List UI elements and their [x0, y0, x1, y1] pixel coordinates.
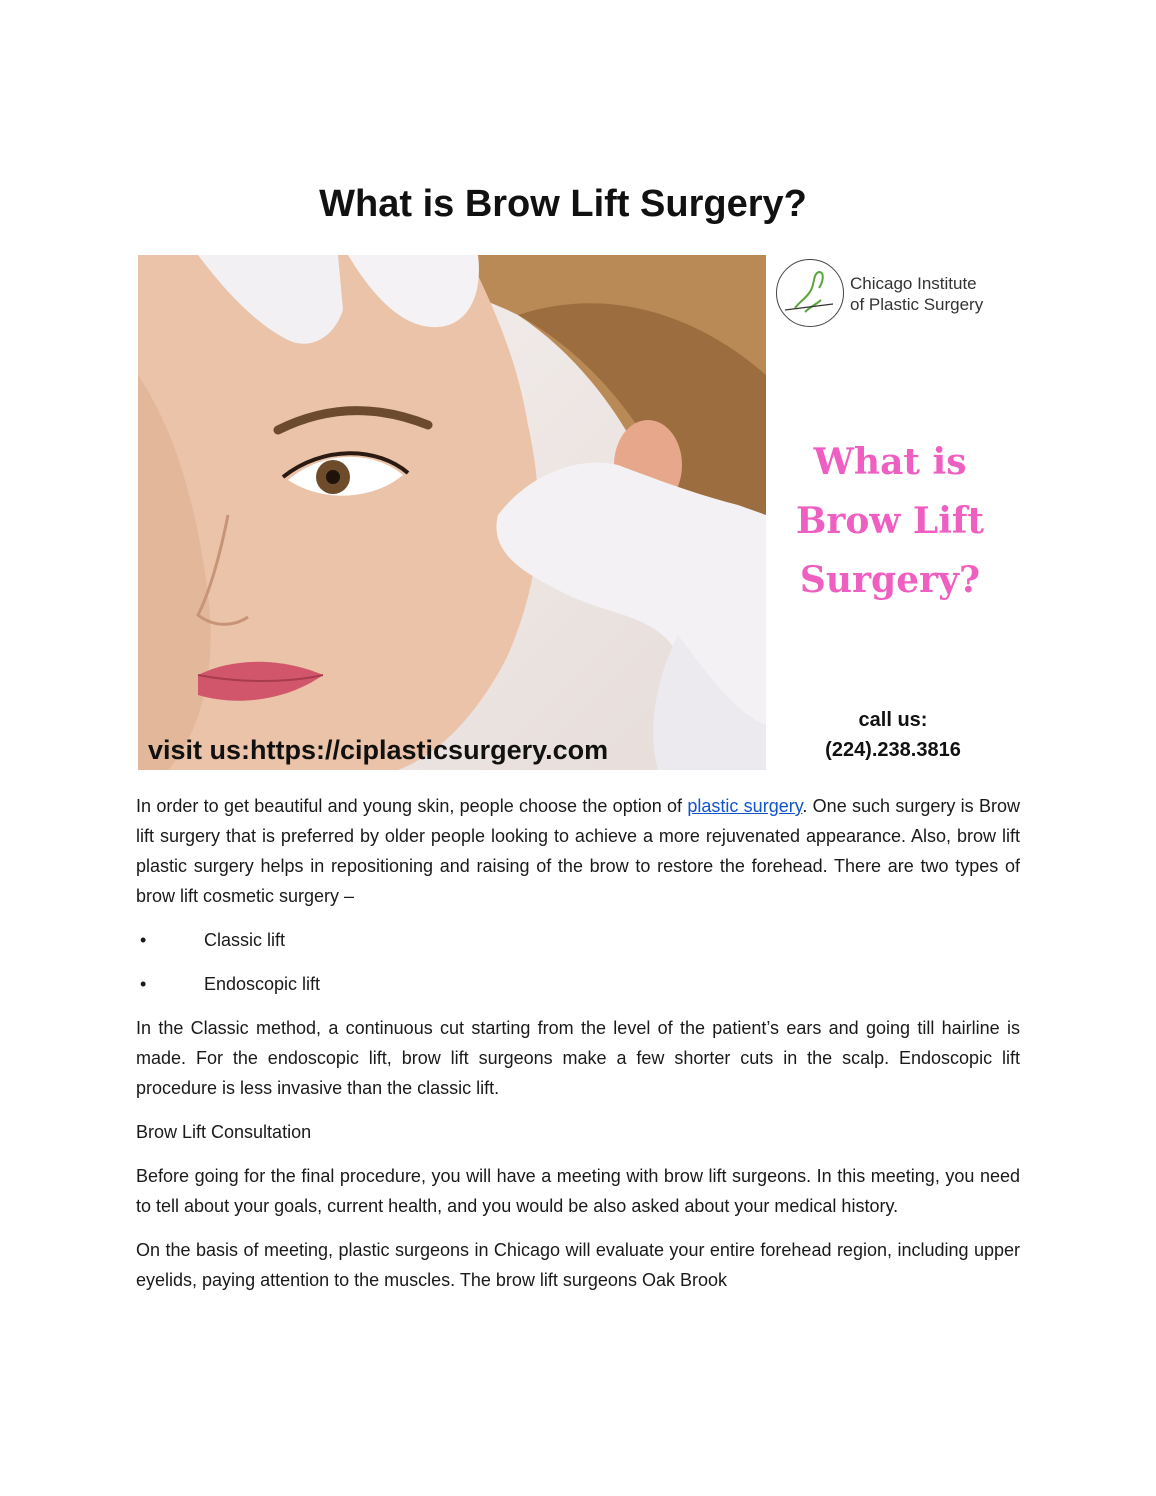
face-illustration	[138, 255, 766, 770]
visit-url-text: visit us:https://ciplasticsurgery.com	[148, 735, 609, 765]
bullet-icon: •	[140, 974, 147, 994]
paragraph-intro: In order to get beautiful and young skin, people choose the option of plastic surgery. One such surgery is Brow lift surgery that is preferred by older people looking to achieve a more rejuvenated appearance. Also, brow lift plastic surgery helps in repositioning and raising of the brow to restore the forehead. There are two types of brow lift cosmetic surgery –	[136, 796, 1020, 906]
paragraph-consultation: Before going for the final procedure, you will have a meeting with brow lift surgeons. In this meeting, you need to tell about your goals, current health, and you would be also asked about your medical history.	[136, 1166, 1020, 1216]
page-title: What is Brow Lift Surgery?	[319, 183, 807, 225]
list-item	[136, 969, 1020, 999]
call-us-block	[790, 705, 996, 765]
banner-headline-line-2: Brow Lift	[795, 500, 985, 542]
banner-image	[138, 255, 1018, 770]
woman-face-photo	[138, 255, 766, 770]
paragraph-evaluation: On the basis of meeting, plastic surgeons in Chicago will evaluate your entire forehead region, including upper eyelids, paying attention to the muscles. The brow lift surgeons Oak Brook	[136, 1240, 1020, 1290]
list-item-label: Classic lift	[204, 930, 286, 950]
logo-line-1: Chicago Institute	[850, 274, 977, 293]
call-us-label: call us:	[858, 709, 928, 731]
banner-headline-line-1: What is	[813, 441, 967, 483]
banner-headline	[790, 433, 990, 610]
plastic-surgery-link[interactable]: plastic surgery	[687, 796, 803, 816]
paragraph-methods: In the Classic method, a continuous cut starting from the level of the patient’s ears and going till hairline is made. For the endoscopic lift, brow lift surgeons make a few shorter cuts in the scalp. Endoscopic lift procedure is less invasive than the classic lift.	[136, 1018, 1020, 1098]
list-item	[136, 925, 1020, 955]
logo-emblem-icon	[776, 259, 844, 327]
subheading-consultation: Brow Lift Consultation	[136, 1122, 312, 1142]
banner-headline-line-3: Surgery?	[799, 559, 981, 601]
phone-number: (224).238.3816	[825, 739, 961, 761]
clinic-logo	[776, 259, 1016, 331]
logo-text	[850, 273, 983, 315]
list-item-label: Endoscopic lift	[204, 974, 321, 994]
article-body	[136, 791, 1020, 1309]
logo-line-2: of Plastic Surgery	[850, 295, 984, 314]
bullet-icon: •	[140, 930, 147, 950]
